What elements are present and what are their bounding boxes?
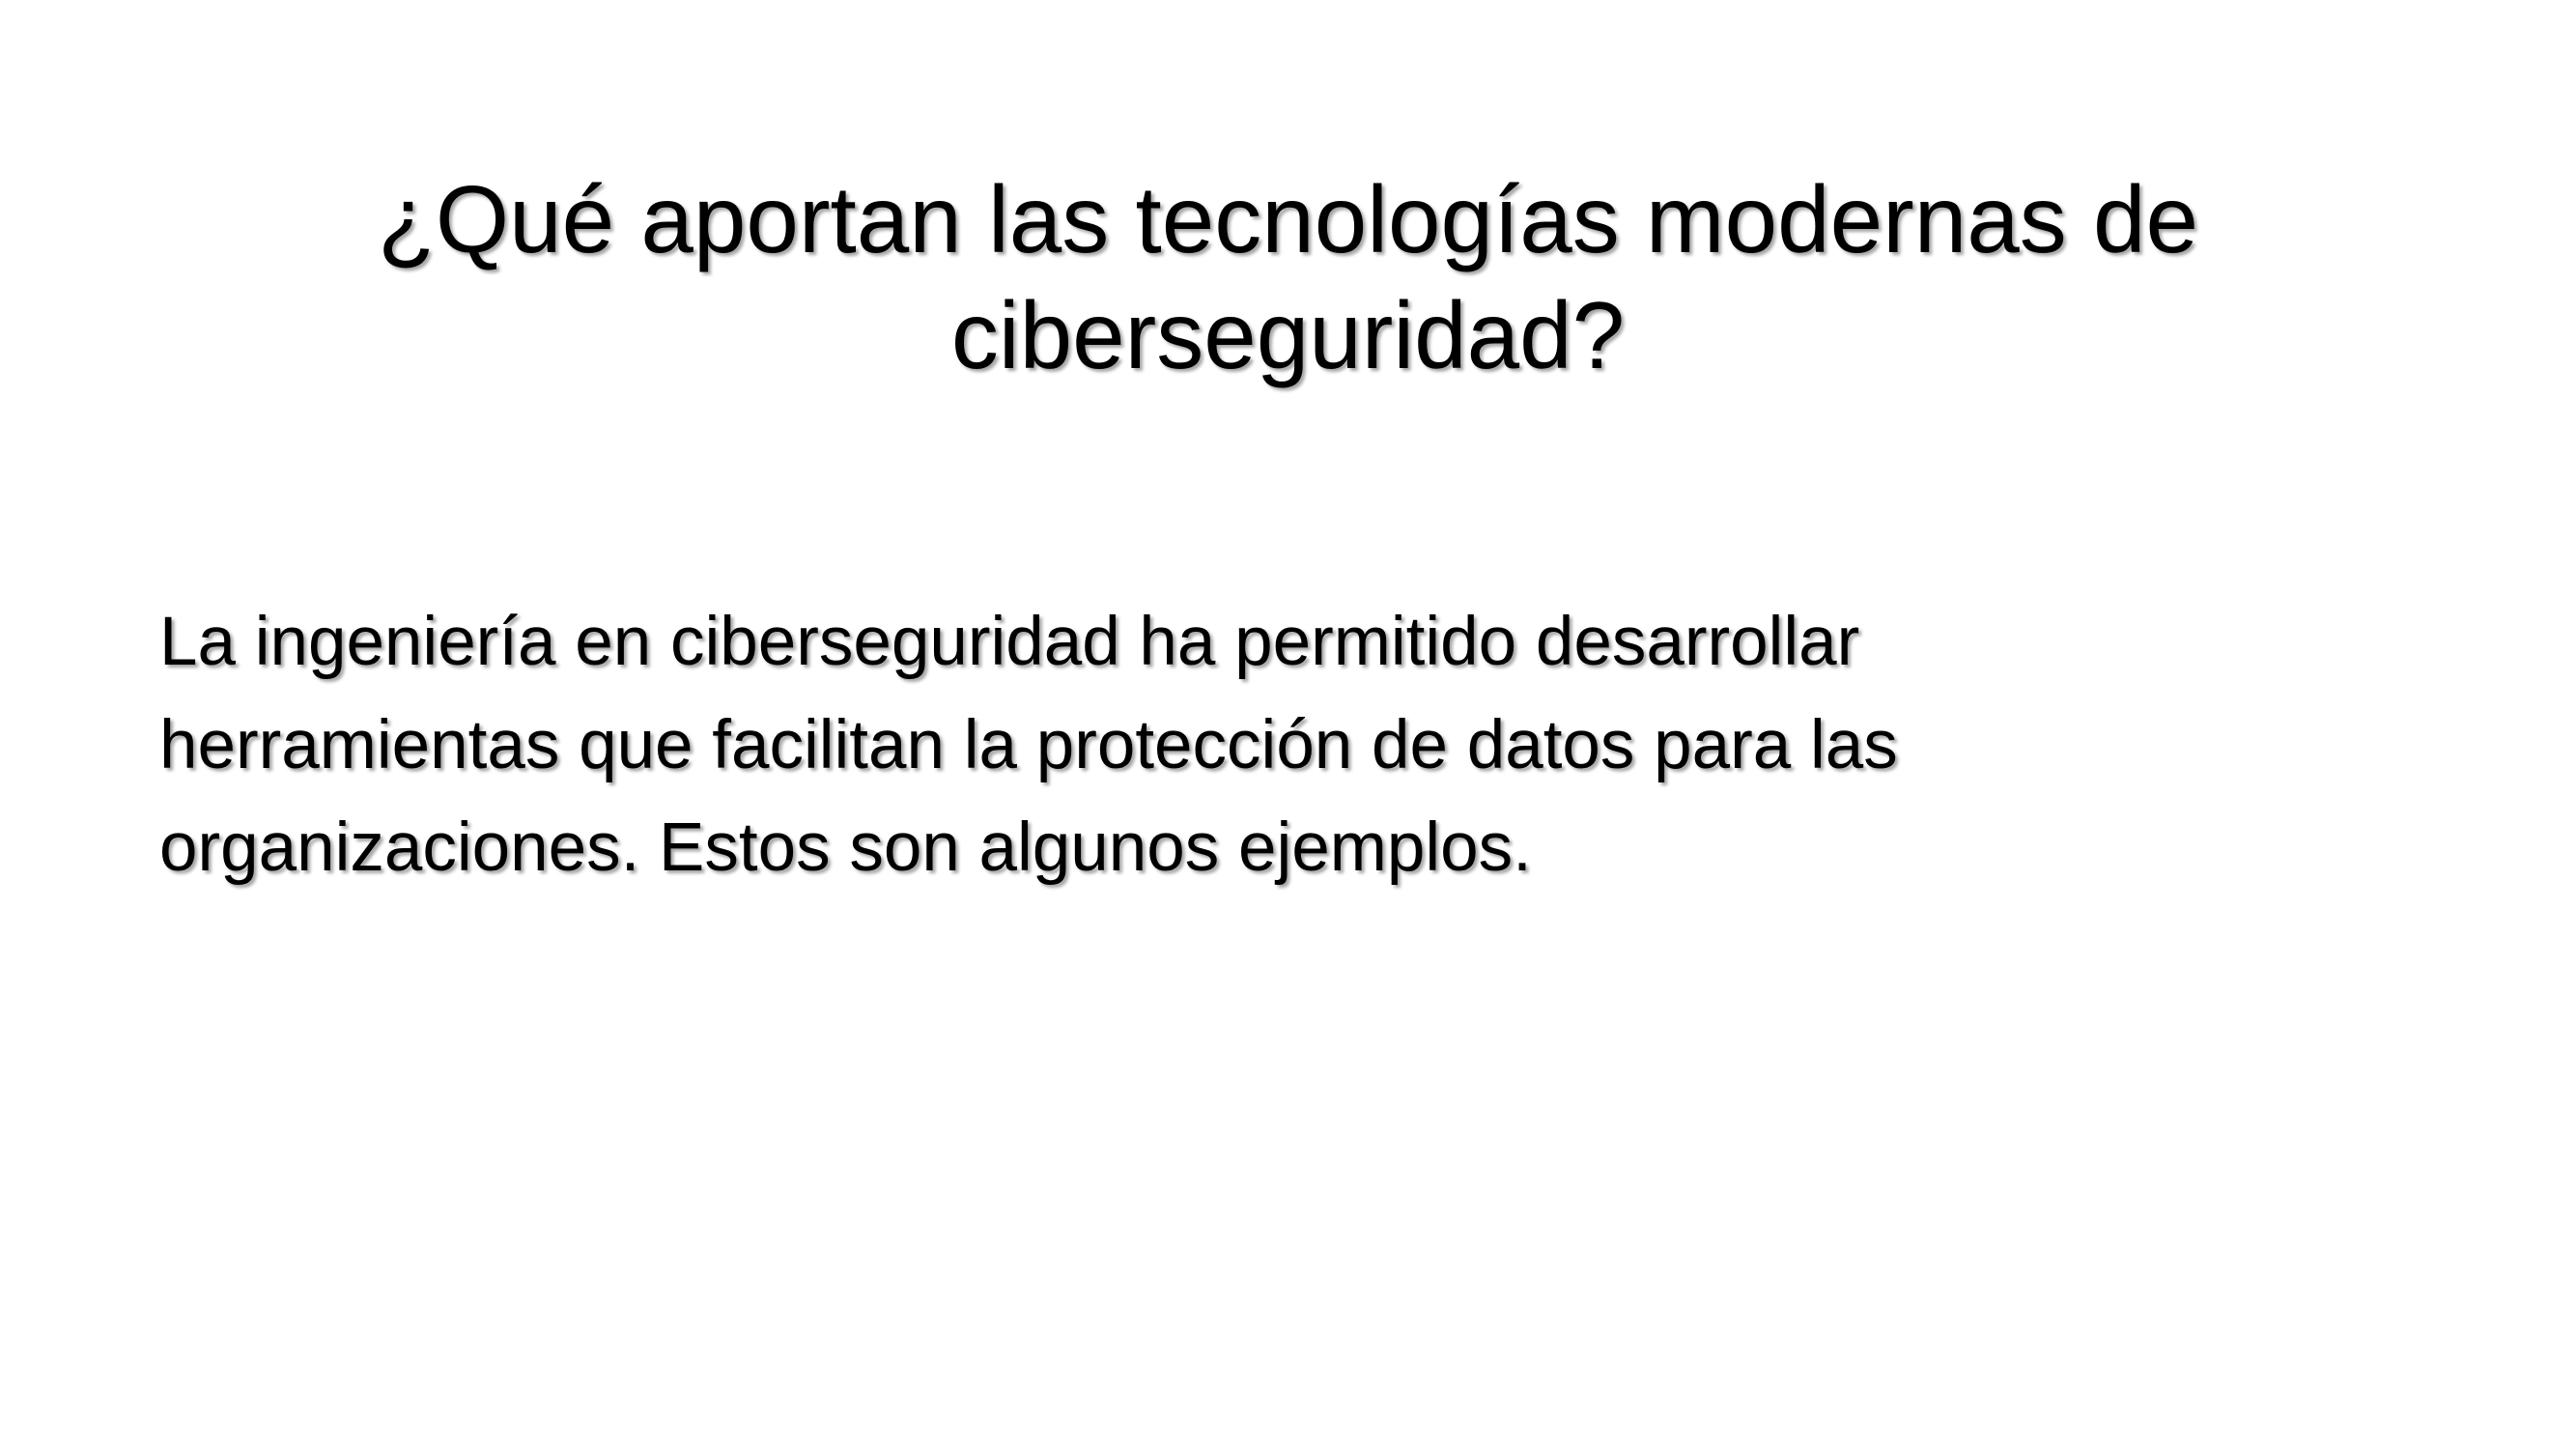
body-line-3: organizaciones. Estos son algunos ejemplos.	[159, 810, 1532, 886]
slide-body-text	[159, 591, 2477, 900]
body-line-1: La ingeniería en ciberseguridad ha permitido desarrollar	[159, 604, 1860, 680]
slide-title-line-2: ciberseguridad?	[950, 281, 1626, 388]
slide-title	[155, 162, 2421, 393]
slide-title-line-1: ¿Qué aportan las tecnologías modernas de	[378, 166, 2198, 272]
body-line-2: herramientas que facilitan la protección de datos para las	[159, 706, 1898, 783]
